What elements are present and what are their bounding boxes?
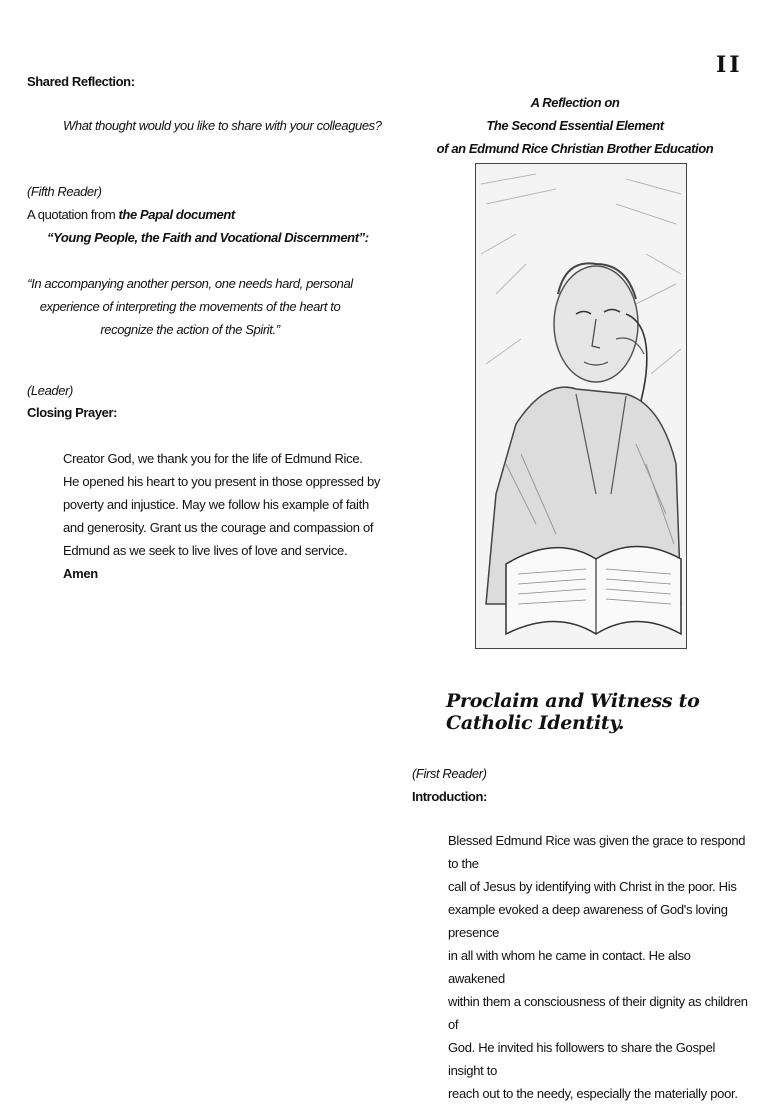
intro-line: reach out to the needy, especially the materially poor. xyxy=(448,1086,738,1101)
quote-line: “In accompanying another person, one needs hard, personal xyxy=(27,276,353,291)
title-line: A Reflection on xyxy=(530,95,620,110)
intro-line: example evoked a deep awareness of God's loving presence xyxy=(448,902,728,940)
papal-quote xyxy=(20,272,360,341)
intro-line: Blessed Edmund Rice was given the grace to respond to the xyxy=(448,833,746,871)
closing-prayer-heading: Closing Prayer: xyxy=(27,405,118,420)
prayer-line: He opened his heart to you present in those oppressed by xyxy=(63,474,381,489)
quotation-intro xyxy=(27,207,235,222)
intro-line: God. He invited his followers to share the Gospel insight to xyxy=(448,1040,716,1078)
title-line: of an Edmund Rice Christian Brother Education xyxy=(436,141,714,156)
introduction-text xyxy=(448,829,748,1105)
reflection-title xyxy=(420,91,730,160)
intro-line: call of Jesus by identifying with Christ in the poor. His xyxy=(448,879,737,894)
quotation-intro-prefix: A quotation from xyxy=(27,207,116,222)
shared-reflection-heading: Shared Reflection: xyxy=(27,74,135,89)
prayer-line: poverty and injustice. May we follow his example of faith xyxy=(63,497,369,512)
prayer-last-text: Edmund as we seek to live lives of love and service. xyxy=(63,543,348,558)
edmund-rice-portrait xyxy=(475,163,687,649)
leader-label: (Leader) xyxy=(27,383,73,398)
shared-reflection-question: What thought would you like to share with your colleagues? xyxy=(63,118,382,133)
intro-line: within them a consciousness of their dignity as children of xyxy=(448,994,748,1032)
amen: Amen xyxy=(63,566,98,581)
title-line: The Second Essential Element xyxy=(486,118,664,133)
introduction-heading: Introduction: xyxy=(412,789,487,804)
section-numeral: II xyxy=(716,52,743,78)
quotation-source: the Papal document xyxy=(118,207,235,222)
quote-line: recognize the action of the Spirit.” xyxy=(100,322,280,337)
intro-line: in all with whom he came in contact. He also awakened xyxy=(448,948,691,986)
theme-title: Proclaim and Witness to Catholic Identity. xyxy=(446,690,700,734)
portrait-sketch xyxy=(476,164,686,648)
fifth-reader-label: (Fifth Reader) xyxy=(27,184,102,199)
first-reader-label: (First Reader) xyxy=(412,766,487,781)
prayer-line: Creator God, we thank you for the life of Edmund Rice. xyxy=(63,451,363,466)
prayer-line-last xyxy=(63,539,383,585)
prayer-line: and generosity. Grant us the courage and compassion of xyxy=(63,520,374,535)
closing-prayer-text xyxy=(63,447,383,585)
document-title: “Young People, the Faith and Vocational Discernment”: xyxy=(47,230,369,245)
quote-line: experience of interpreting the movements of the heart to xyxy=(39,299,341,314)
